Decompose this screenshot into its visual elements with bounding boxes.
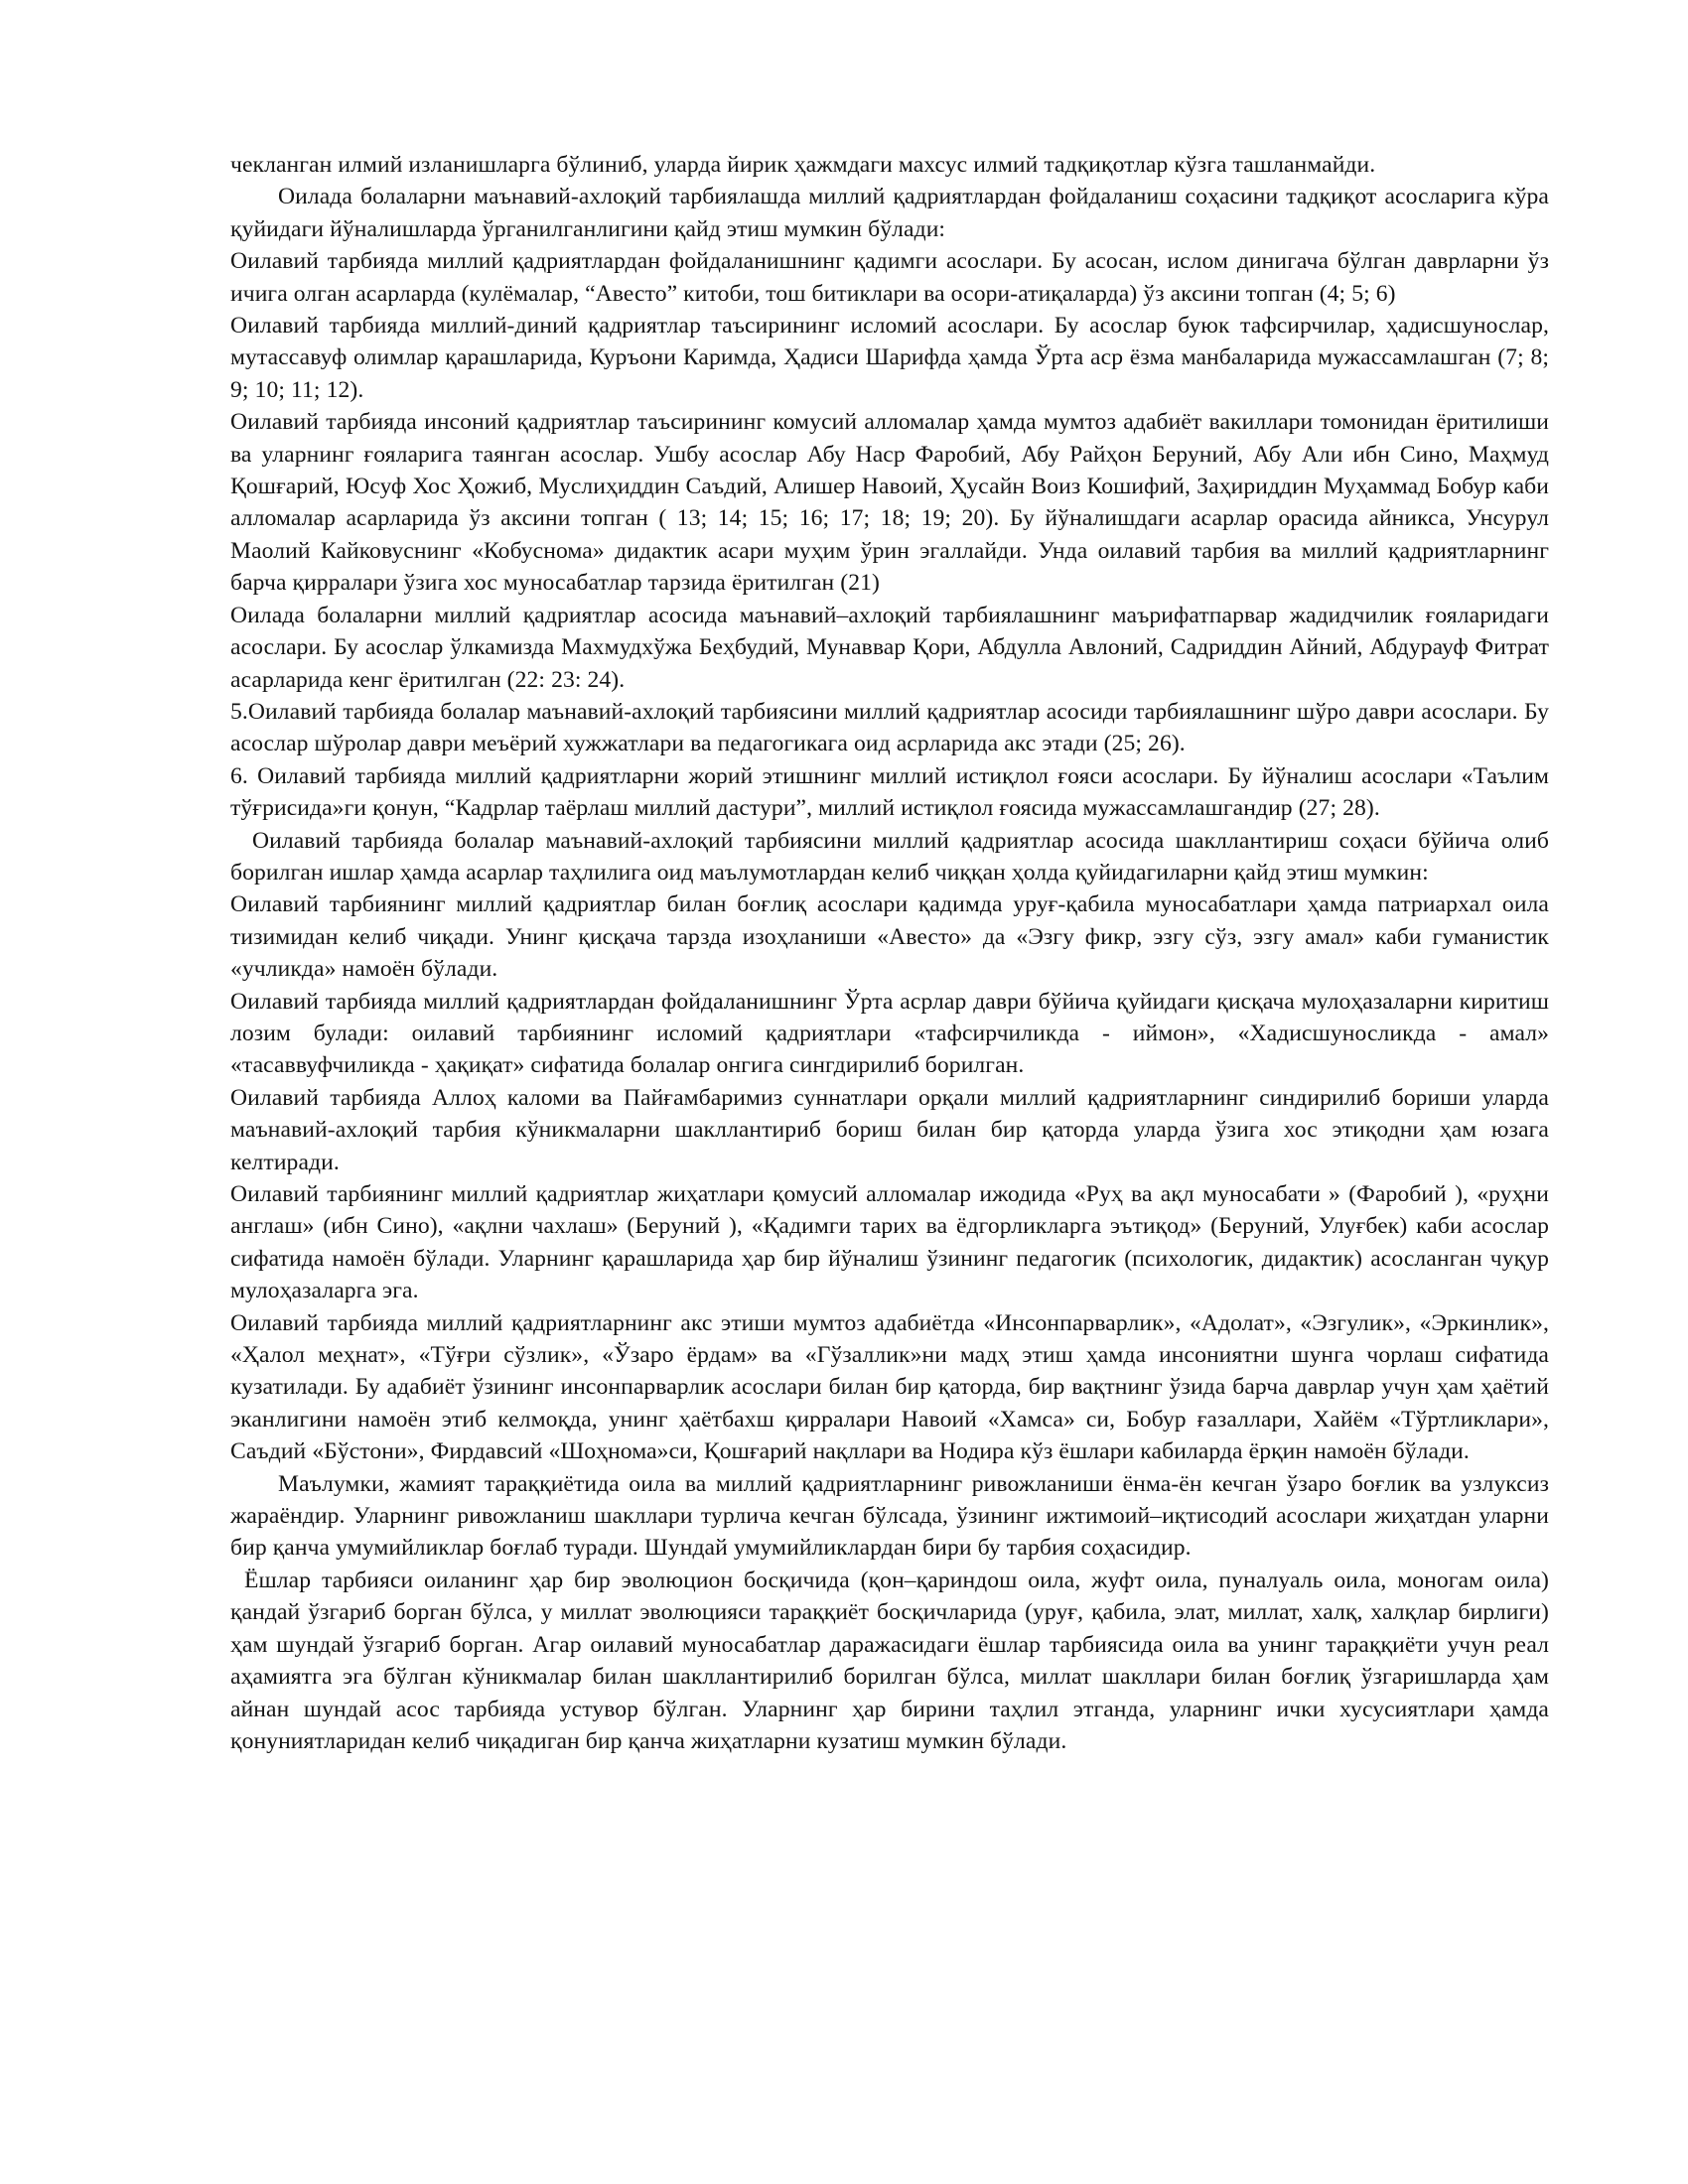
paragraph-8: 6. Оилавий тарбияда миллий қадриятларни жорий этишнинг миллий истиқлол ғояси асослари. Бу йўналиш асослари «Таълим тўғрисида»ги қонун, “Кадрлар таёрлаш миллий дастури”, миллий истиқлол ғоясида мужассамлашгандир (27; 28). (230, 762, 1549, 822)
paragraph-7: 5.Оилавий тарбияда болалар маънавий-ахлоқий тарбиясини миллий қадриятлар асосиди тарбиялашнинг шўро даври асослари. Бу асослар шўролар даври меъёрий хужжатлари ва педагогикага оид асрларида акс этади (25; 26). (230, 698, 1549, 757)
paragraph-4: Оилавий тарбияда миллий-диний қадриятлар таъсирининг исломий асослари. Бу асослар буюк тафсирчилар, ҳадисшунослар, мутассавуф олимлар қарашларида, Куръони Каримда, Ҳадиси Шарифда ҳамда Ўрта аср ёзма манбаларида мужассамлашган (7; 8; 9; 10; 11; 12). (230, 313, 1549, 403)
paragraph-10: Оилавий тарбиянинг миллий қадриятлар билан боғлиқ асослари қадимда уруғ-қабила муносабатлари ҳамда патриархал оила тизимидан келиб чиқади. Унинг қисқача тарзда изоҳланиши «Авесто» да «Эзгу фикр, эзгу сўз, эзгу амал» каби гуманистик «учликда» намоён бўлади. (230, 891, 1549, 983)
paragraph-2: Оилада болаларни маънавий-ахлоқий тарбиялашда миллий қадриятлардан фойдаланиш соҳасини тадқиқот асосларига кўра қуйидаги йўналишларда ўрганилганлигини қайд этиш мумкин бўлади: (230, 184, 1549, 242)
paragraph-9: Оилавий тарбияда болалар маънавий-ахлоқий тарбиясини миллий қадриятлар асосида шакллантириш соҳаси бўйича олиб борилган ишлар ҳамда асарлар таҳлилига оид маълумотлардан келиб чиққан ҳолда қуйидагиларни қайд этиш мумкин: (230, 827, 1549, 886)
paragraph-15: Маълумки, жамият тараққиётида оила ва миллий қадриятларнинг ривожланиши ёнма-ён кечган ўзаро боғлик ва узлуксиз жараёндир. Уларнинг ривожланиш шакллари турлича кечган бўлсада, ўзининг ижтимоий–иқтисодий асослари жиҳатдан уларни бир қанча умумийликлар боғлаб туради. Шундай умумийликлардан бири бу тарбия соҳасидир. (230, 1470, 1549, 1562)
paragraph-12: Оилавий тарбияда Аллоҳ каломи ва Пайғамбаримиз суннатлари орқали миллий қадриятларнинг синдирилиб бориши уларда маънавий-ахлоқий тарбия кўникмаларни шакллантириб бориш билан бир қаторда уларда ўзига хос этиқодни ҳам юзага келтиради. (230, 1084, 1549, 1175)
paragraph-5: Оилавий тарбияда инсоний қадриятлар таъсирининг комусий алломалар ҳамда мумтоз адабиёт вакиллари томонидан ёритилиши ва уларнинг ғояларига таянган асослар. Ушбу асослар Абу Наср Фаробий, Абу Райҳон Беруний, Абу Али ибн Сино, Маҳмуд Қошғарий, Юсуф Хос Ҳожиб, Муслиҳиддин Саъдий, Алишер Навоий, Ҳусайн Воиз Кошифий, Заҳириддин Муҳаммад Бобур каби алломалар асарларида ўз аксини топган ( 13; 14; 15; 16; 17; 18; 19; 20). Бу йўналишдаги асарлар орасида айникса, Унсурул Маолий Кайковуснинг «Кобуснома» дидактик асари муҳим ўрин эгаллайди. Унда оилавий тарбия ва миллий қадриятларнинг барча қирралари ўзига хос муносабатлар тарзида ёритилган (21) (230, 409, 1549, 597)
paragraph-11: Оилавий тарбияда миллий қадриятлардан фойдаланишнинг Ўрта асрлар даври бўйича қуйидаги қисқача мулоҳазаларни киритиш лозим булади: оилавий тарбиянинг исломий қадриятлари «тафсирчиликда - иймон», «Хадисшуносликда - амал» «тасаввуфчиликда - ҳақиқат» сифатида болалар онгига сингдирилиб борилган. (230, 988, 1549, 1079)
paragraph-13: Оилавий тарбиянинг миллий қадриятлар жиҳатлари қомусий алломалар ижодида «Руҳ ва ақл муносабати » (Фаробий ), «руҳни англаш» (ибн Сино), «ақлни чахлаш» (Беруний ), «Қадимги тарих ва ёдгорликларга эътиқод» (Беруний, Улуғбек) каби асослар сифатида намоён бўлади. Уларнинг қарашларида ҳар бир йўналиш ўзининг педагогик (психологик, дидактик) асосланган чуқур мулоҳазаларга эга. (230, 1181, 1549, 1304)
paragraph-14: Оилавий тарбияда миллий қадриятларнинг акс этиши мумтоз адабиётда «Инсонпарварлик», «Адолат», «Эзгулик», «Эркинлик», «Ҳалол меҳнат», «Тўғри сўзлик», «Ўзаро ёрдам» ва «Гўзаллик»ни мадҳ этиш ҳамда инсониятни шунга чорлаш сифатида кузатилади. Бу адабиёт ўзининг инсонпарварлик асослари билан бир қаторда, бир вақтнинг ўзида барча даврлар учун ҳам ҳаётий эканлигини намоён этиб келмоқда, унинг ҳаётбахш қирралари Навоий «Хамса» си, Бобур ғазаллари, Хайём «Тўртликлари», Саъдий «Бўстони», Фирдавсий «Шоҳнома»си, Қошғарий нақллари ва Нодира кўз ёшлари кабиларда ёрқин намоён бўлади. (230, 1309, 1549, 1465)
paragraph-1: чекланган илмий изланишларга бўлиниб, уларда йирик ҳажмдаги махсус илмий тадқиқотлар кўзга ташланмайди. (230, 152, 1376, 178)
paragraph-16: Ёшлар тарбияси оиланинг ҳар бир эволюцион босқичида (қон–қариндош оила, жуфт оила, пуналуаль оила, моногам оила) қандай ўзгариб борган бўлса, у миллат эволюцияси тараққиёт босқичларида (уруғ, қабила, элат, миллат, халқ, халқлар бирлиги) ҳам шундай ўзгариб борган. Агар оилавий муносабатлар даражасидаги ёшлар тарбиясида оила ва унинг тараққиёти учун реал аҳамиятга эга бўлган кўникмалар билан шакллантирилиб борилган бўлса, миллат шакллари билан боғлиқ ўзгаришларда ҳам айнан шундай асос тарбияда устувор бўлган. Уларнинг ҳар бирини таҳлил этганда, уларнинг ички хусусиятлари ҳамда қонуниятларидан келиб чиқадиган бир қанча жиҳатларни кузатиш мумкин бўлади. (230, 1567, 1549, 1754)
paragraph-6: Оилада болаларни миллий қадриятлар асосида маънавий–ахлоқий тарбиялашнинг маърифатпарвар жадидчилик ғояларидаги асослари. Бу асослар ўлкамизда Махмудхўжа Беҳбудий, Мунаввар Қори, Абдулла Авлоний, Садриддин Айний, Абдурауф Фитрат асарларида кенг ёритилган (22: 23: 24). (230, 602, 1549, 693)
paragraph-3: Оилавий тарбияда миллий қадриятлардан фойдаланишнинг қадимги асослари. Бу асосан, ислом динигача бўлган даврларни ўз ичига олган асарларда (кулёмалар, “Авесто” китоби, тош битиклари ва осори-атиқаларда) ўз аксини топган (4; 5; 6) (230, 248, 1549, 307)
document-page (230, 149, 1549, 1757)
